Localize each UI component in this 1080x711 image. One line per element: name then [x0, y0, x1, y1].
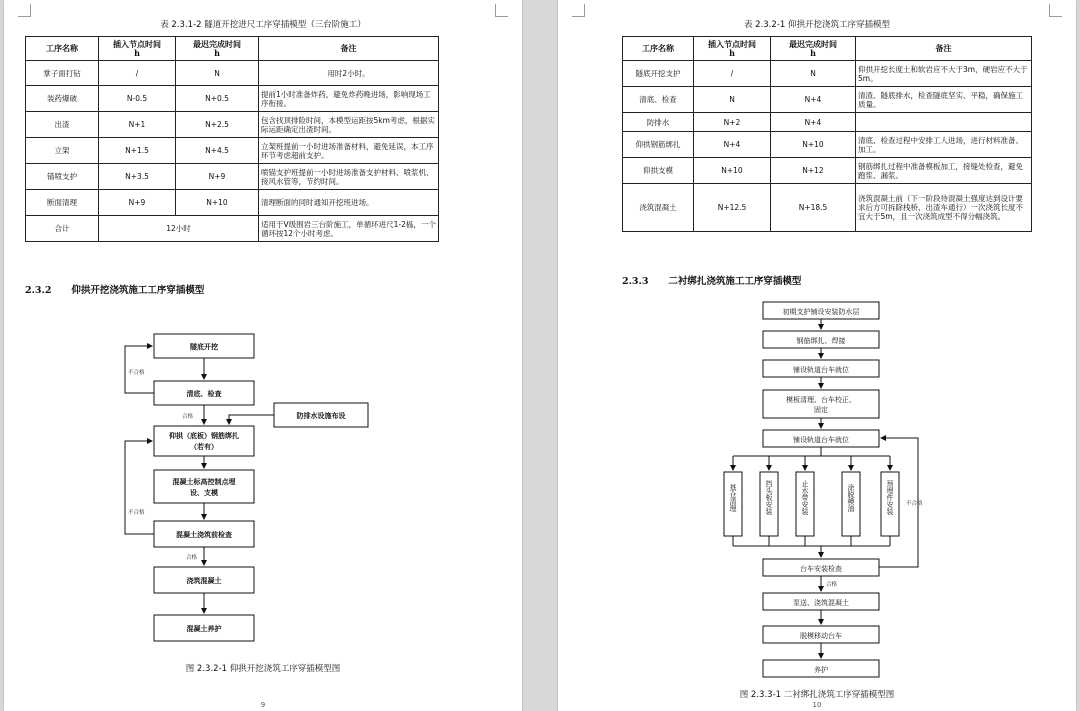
- table-row: 仰拱支模 N+10 N+12 钢筋绑扎过程中准备模板加工，接缝处检查，避免跑浆、漏浆。: [623, 158, 1032, 184]
- table-row: 断面清理 N+9 N+10 清理断面的同时通知开挖班进场。: [26, 190, 439, 216]
- flow-step: 清底、检查: [186, 389, 222, 398]
- flow-box: [154, 470, 254, 503]
- flow-step: 混凝土浇筑前检查: [176, 530, 232, 539]
- page-10: [558, 0, 1076, 711]
- flow-step: 脱模移动台车: [800, 632, 842, 640]
- table-caption: 表 2.3.2-1 仰拱开挖浇筑工序穿插模型: [743, 20, 890, 30]
- table-row: 装药爆破 N-0.5 N+0.5 提前1小时准备炸药，避免炸药晚进场，影响现场工序衔接。: [26, 86, 439, 112]
- fail-label: 不合格: [128, 510, 145, 516]
- flow-step: 固定: [814, 406, 828, 414]
- flowchart-right: [558, 0, 1076, 711]
- table-row: 立架 N+1.5 N+4.5 立架班提前一小时进场准备材料，避免延误，本工序环节考虑超前支护。: [26, 138, 439, 164]
- table-row: 出渣 N+1 N+2.5 包含找顶排险时间，本模型运距按5km考虑，根据实际运距确定出渣时间。: [26, 112, 439, 138]
- table-row: 合计 12小时 适用于V级围岩三台阶施工，单循环进尺1-2榀，一个循环按12个小时考虑。: [26, 216, 439, 242]
- section-heading: 2.3.3 二衬绑扎浇筑施工工序穿插模型: [622, 276, 802, 287]
- pass-label: 合格: [186, 555, 198, 561]
- page-9: [4, 0, 522, 711]
- branch-step: 涂脱模油: [847, 484, 855, 512]
- flow-step: 设、支模: [190, 488, 218, 497]
- flow-step: 台车安装检查: [800, 565, 842, 573]
- header-cell: 备注: [856, 37, 1032, 61]
- pass-label: 合格: [826, 582, 838, 588]
- flow-step: 铺设轨道台车就位: [793, 366, 849, 374]
- pass-label: 合格: [182, 414, 194, 420]
- branch-step: 基仓清理: [729, 484, 737, 512]
- header-cell: 最迟完成时间 h: [771, 37, 856, 61]
- page-number: 9: [260, 701, 266, 709]
- branch-step: 预埋件安装: [886, 480, 894, 515]
- fail-label: 不合格: [906, 501, 923, 507]
- table-row: 掌子面打钻 / N 用时2小时。: [26, 61, 439, 86]
- table-row: 锚喷支护 N+3.5 N+9 喷锚支护班提前一小时进场准备支护材料、喷浆机、接风水管等，节约时间。: [26, 164, 439, 190]
- flow-step: 浇筑混凝土: [186, 576, 222, 585]
- header-cell: 插入节点时间 h: [694, 37, 771, 61]
- flow-side-step: 防排水设施布设: [296, 411, 346, 420]
- flow-step: 隧底开挖: [190, 342, 218, 351]
- header-cell: 工序名称: [623, 37, 694, 61]
- flowchart-left: [4, 0, 522, 711]
- branch-step: 挡头板安装: [765, 480, 773, 515]
- flow-step: 模板清理、台车校正、: [786, 396, 856, 404]
- flow-step: （若有）: [190, 442, 218, 451]
- flow-step: 混凝土标高控制点埋: [172, 477, 236, 486]
- table-row: 浇筑混凝土 N+12.5 N+18.5 浇筑混凝土前（下一阶段待混凝土强度达到设计要求后方可拆除栈桥、出渣车通行）一次浇筑长度不宜大于5m，且一次浇筑成型不得分幅浇筑。: [623, 184, 1032, 232]
- table-row: 防排水 N+2 N+4: [623, 113, 1032, 132]
- flow-step: 泵送、浇筑混凝土: [793, 599, 849, 607]
- table-row: 隧底开挖支护 / N 仰拱开挖长度土和软岩应不大于3m，硬岩应不大于5m。: [623, 61, 1032, 87]
- fail-label: 不合格: [128, 370, 145, 376]
- branch-step: 止水带安装: [801, 480, 809, 515]
- flow-step: 初期支护铺设安装防水层: [782, 308, 860, 316]
- page-number: 10: [812, 701, 822, 709]
- table-caption: 表 2.3.1-2 隧道开挖进尺工序穿插模型（三台阶施工）: [160, 20, 366, 30]
- flow-step: 钢筋绑扎、焊接: [796, 337, 846, 345]
- flow-step: 养护: [814, 666, 828, 674]
- flow-step: 混凝土养护: [186, 624, 222, 633]
- header-cell: 工序名称: [26, 37, 99, 61]
- figure-caption: 图 2.3.2-1 仰拱开挖浇筑工序穿插模型图: [185, 664, 341, 674]
- header-cell: 备注: [259, 37, 439, 61]
- header-cell: 最迟完成时间 h: [176, 37, 259, 61]
- section-heading: 2.3.2 仰拱开挖浇筑施工工序穿插模型: [25, 285, 205, 296]
- table-row: 清底、检查 N N+4 清渣、隧底排水，检查隧底坚实、平稳，确保施工质量。: [623, 87, 1032, 113]
- flow-step: 仰拱（底板）钢筋绑扎: [169, 431, 239, 440]
- table-row: 仰拱钢筋绑扎 N+4 N+10 清底、检查过程中安排工人进场，进行材料准备、加工。: [623, 132, 1032, 158]
- figure-caption: 图 2.3.3-1 二衬绑扎浇筑工序穿插模型图: [739, 690, 895, 700]
- header-cell: 插入节点时间 h: [99, 37, 176, 61]
- flow-step: 铺设轨道台车就位: [793, 436, 849, 444]
